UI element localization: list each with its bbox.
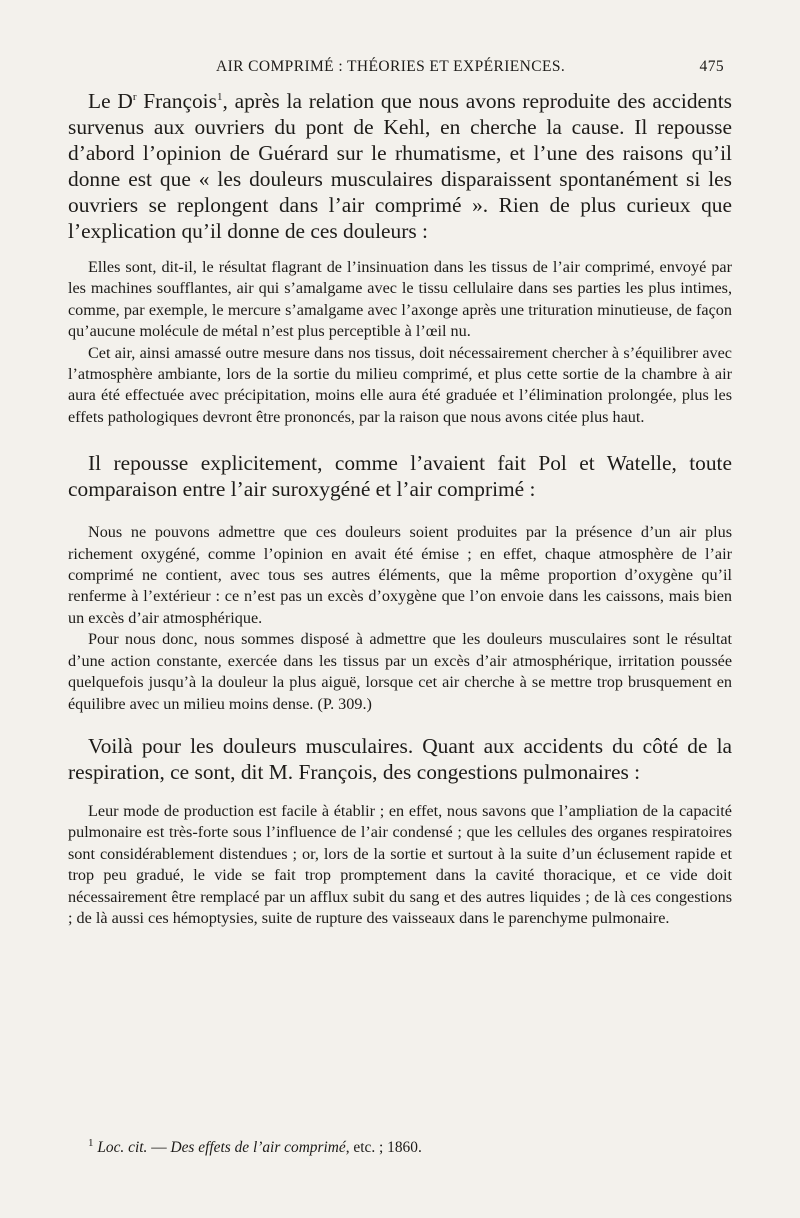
paragraph-comparison: Il repousse explicitement, comme l’avaient fait Pol et Watelle, toute comparaison entre l’air suroxygéné et l’air comprimé : — [68, 451, 732, 502]
paragraph-respiration: Voilà pour les douleurs musculaires. Quant aux accidents du côté de la respiration, ce sont, dit M. François, des congestions pulmonaires : — [68, 733, 732, 784]
quote-paragraph: Nous ne pouvons admettre que ces douleurs soient produites par la présence d’un air plus richement oxygéné, comme l’opinion en avait été émise ; en effet, chaque atmosphère de l’air comprimé ne contient, avec tous ses autres éléments, que la même proportion d’oxygène qu’il renferme à l’extérieur : ce n’est pas un excès d’oxygène que l’on envoie dans les caissons, mais bien un excès d’air atmosphérique. — [68, 523, 732, 627]
paragraph-intro: Le $D^r$ François$^1$, après la relation que nous avons reproduite des accidents survenus aux ouvriers du pont de Kehl, en cherche la cause. Il repousse d’abord l’opinion de Guérard sur le rhumatisme, et l’une des raisons qu’il donne est que « les douleurs musculaires disparaissent spontanément si les ouvriers se replongent dans l’air comprimé ». Rien de plus curieux que l’explication qu’il donne de ces douleurs : — [68, 89, 733, 243]
quote-paragraph: Leur mode de production est facile à établir ; en effet, nous savons que l’ampliation de la capacité pulmonaire est très-forte sous l’influence de l’air condensé ; que les cellules des organes respiratoires sont considérablement distendues ; or, lors de la sortie et surtout à la suite d’un éclusement rapide et trop peu gradué, le vide se fait trop promptement dans la cavité thoracique, et ce vide doit nécessairement être remplacé par un afflux subit du sang et des autres liquides ; de là ces congestions ; de là aussi ces hémoptysies, suite de rupture des vaisseaux dans le parenchyme pulmonaire. — [68, 801, 732, 927]
footnote-marker: 1 — [216, 90, 223, 103]
quote-paragraph: Elles sont, dit-il, le résultat flagrant de l’insinuation dans les tissus de l’air comprimé, envoyé par les machines soufflantes, air qui s’amalgame avec le tissu cellulaire dans ses parties les plus intimes, comme, par exemple, le mercure s’amalgame avec l’axonge après une trituration minutieuse, de façon qu’aucune molécule de métal n’est plus perceptible à l’œil nu. — [68, 258, 732, 341]
footnote: $^1$ Loc. cit. — Des effets de l’air comprimé, etc. ; 1860. — [88, 1136, 422, 1156]
running-title: AIR COMPRIMÉ : THÉORIES ET EXPÉRIENCES. — [216, 58, 566, 75]
quote-paragraph: Pour nous donc, nous sommes disposé à admettre que les douleurs musculaires sont le résultat d’une action constante, exercée dans les tissus par un excès d’air atmosphérique, irritation poussée quelquefois jusqu’à la douleur la plus aiguë, lorsque cet air cherche à se mettre trop brusquement en équilibre avec un milieu moins dense. (P. 309.) — [68, 630, 732, 713]
quote-paragraph: Cet air, ainsi amassé outre mesure dans nos tissus, doit nécessairement chercher à s’équilibrer avec l’atmosphère ambiante, lors de la sortie du milieu comprimé, et plus cette sortie de la chambre à air aura été effectuée avec précipitation, moins elle aura été graduée et l’élimination prolongée, plus les effets pathologiques devront être prononcés, par la raison que nous avons citée plus haut. — [68, 343, 732, 426]
page-body — [68, 88, 732, 929]
page-number: 475 — [699, 58, 724, 75]
